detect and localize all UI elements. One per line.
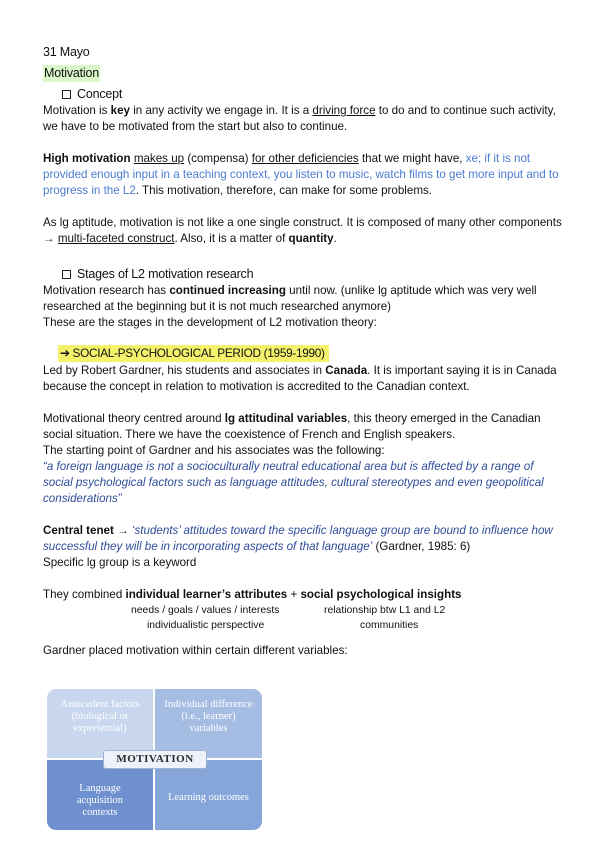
section-title: Concept: [77, 87, 123, 101]
sub-note: communities: [360, 620, 419, 631]
document-page: [43, 44, 563, 659]
sub-note: individualistic perspective: [147, 620, 265, 631]
keyword-note: Specific lg group is a keyword: [43, 556, 197, 569]
period-highlight: ➔ SOCIAL-PSYCHOLOGICAL PERIOD (1959-1990): [58, 345, 329, 362]
section-stages: [43, 266, 563, 282]
placed-line: Gardner placed motivation within certain different variables:: [43, 644, 348, 657]
stages-paragraph-2: These are the stages in the development of L2 motivation theory:: [43, 316, 377, 329]
checkbox-icon[interactable]: [62, 90, 71, 99]
central-tenet: Central tenet → ‘students’ attitudes toward the specific language group are bound to influence how successful they will be in incorporating aspects of that language’ (Gardner, 1985: 6): [43, 524, 553, 553]
diagram-quadrant-contexts: Language acquisition contexts: [47, 760, 153, 830]
sub-note: needs / goals / values / interests: [131, 605, 280, 616]
combined-subnotes: [43, 603, 563, 633]
motivation-diagram: [47, 689, 262, 830]
diagram-quadrant-individual: Individual difference (i.e., learner) variables: [155, 689, 262, 758]
diagram-quadrant-outcomes: Learning outcomes: [155, 760, 262, 830]
heading-motivation: Motivation: [44, 66, 99, 80]
diagram-center-label: MOTIVATION: [103, 750, 207, 769]
stages-paragraph-5: The starting point of Gardner and his associates was the following:: [43, 444, 385, 457]
stages-paragraph-4: Motivational theory centred around lg attitudinal variables, this theory emerged in the Canadian social situation. There we have the coexistence of French and English speakers.: [43, 412, 541, 441]
checkbox-icon[interactable]: [62, 270, 71, 279]
combined-line: They combined individual learner’s attributes + social psychological insights: [43, 588, 462, 601]
diagram-quadrant-antecedent: Antecedent factors (biological or experiential): [47, 689, 153, 758]
date: 31 Mayo: [43, 45, 90, 59]
concept-paragraph-3: As lg aptitude, motivation is not like a one single construct. It is composed of many other components → multi-faceted construct. Also, it is a matter of quantity.: [43, 216, 562, 245]
section-concept: [43, 86, 563, 102]
section-title: Stages of L2 motivation research: [77, 267, 254, 281]
gardner-quote: “a foreign language is not a socioculturally neutral educational area but is affected by a range of social psychological factors such as language attitudes, cultural stereotypes and even geopolitical considerations”: [43, 460, 544, 505]
stages-paragraph-3: Led by Robert Gardner, his students and associates in Canada. It is important saying it is in Canada because the concept in relation to motivation is accredited to the Canadian context.: [43, 364, 557, 393]
stages-paragraph-1: Motivation research has continued increasing until now. (unlike lg aptitude which was very well researched at the beginning but it is not much researched anymore): [43, 284, 537, 313]
sub-note: relationship btw L1 and L2: [324, 605, 446, 616]
concept-paragraph-1: Motivation is key in any activity we engage in. It is a driving force to do and to continue such activity, we have to be motivated from the start but also to continue.: [43, 104, 556, 133]
concept-paragraph-2: High motivation makes up (compensa) for other deficiencies that we might have, xe; if it is not provided enough input in a teaching context, you listen to music, watch films to get more input and to progress in the L2. This motivation, therefore, can make for some problems.: [43, 152, 559, 197]
